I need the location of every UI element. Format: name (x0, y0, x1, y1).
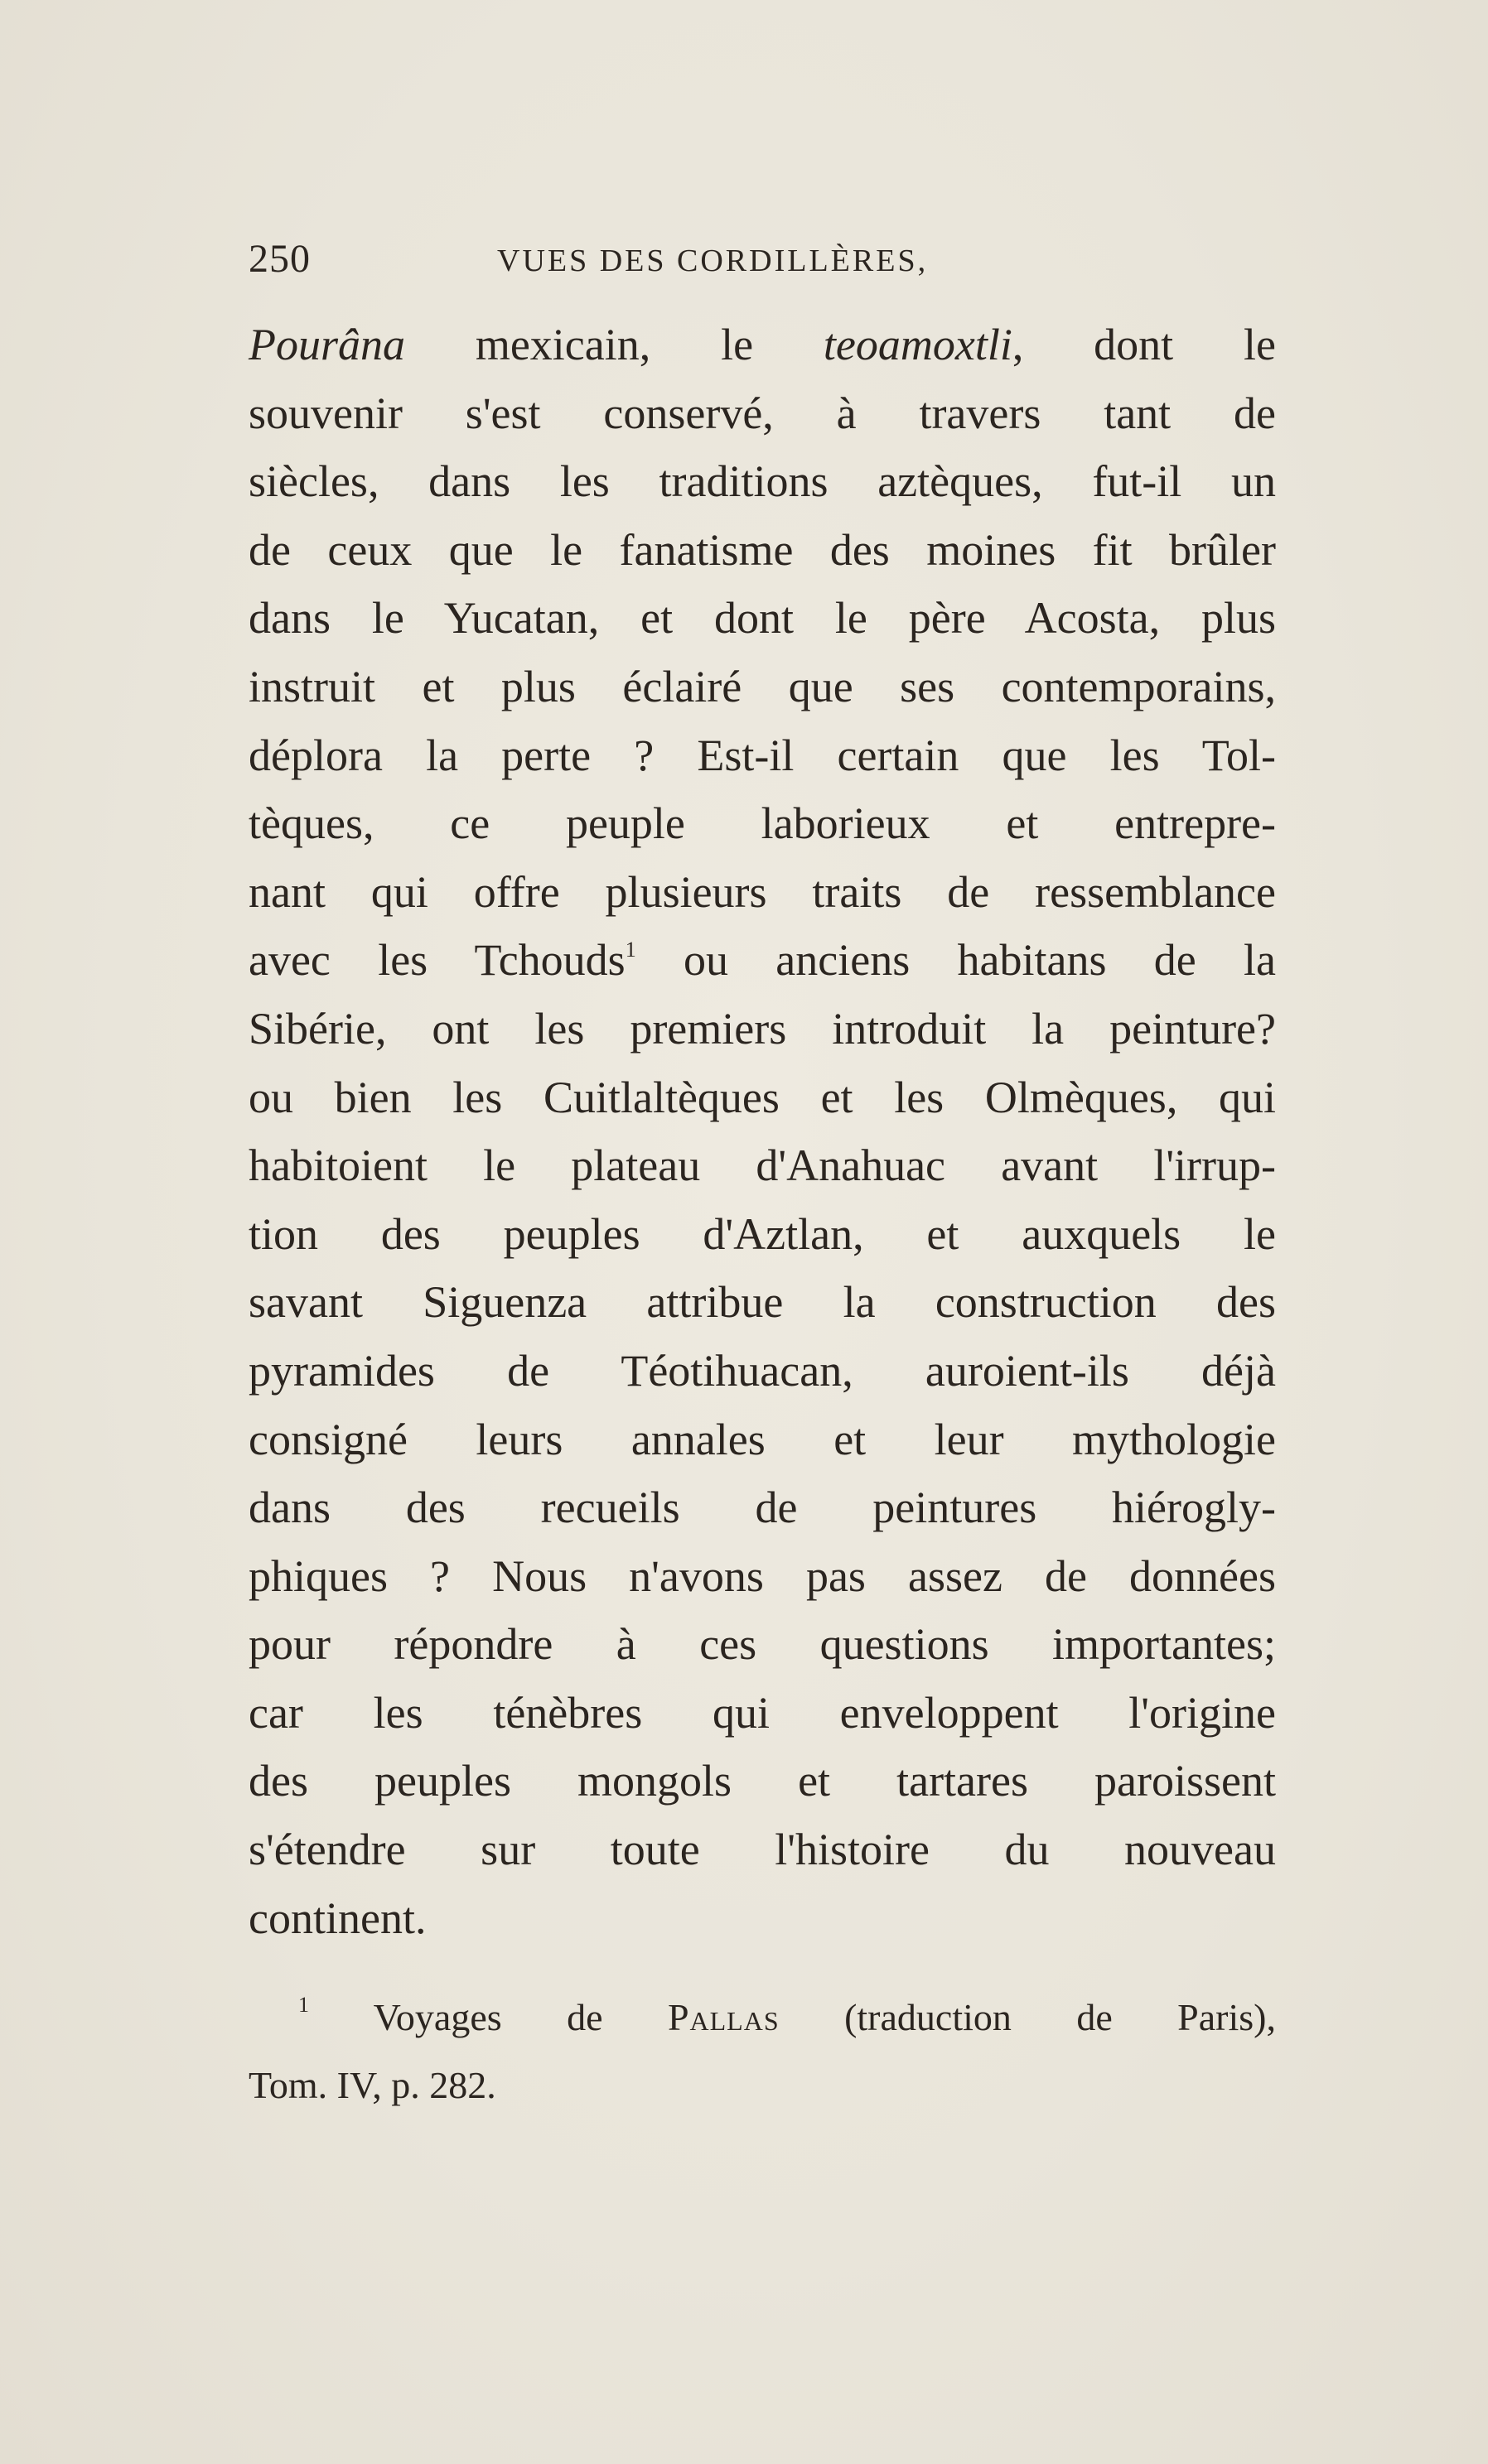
text-line-13: habitoient le plateau d'Anahuac avant l'irrup- (249, 1140, 1276, 1191)
text-line-14: tion des peuples d'Aztlan, et auxquels le (249, 1208, 1276, 1259)
footnote (249, 1984, 1276, 2119)
text-line-20: pour répondre à ces questions importantes; (249, 1619, 1276, 1670)
text-line-15: savant Siguenza attribue la construction des (249, 1277, 1276, 1328)
text-fragment: avec les Tchouds (249, 935, 626, 986)
text-fragment: , dont le (1012, 320, 1276, 369)
footnote-line-2: Tom. IV, p. 282. (249, 2064, 496, 2106)
text-line-9: nant qui offre plusieurs traits de ressemblance (249, 866, 1276, 917)
text-line-24: continent. (249, 1893, 427, 1943)
page-number: 250 (249, 237, 311, 281)
text-line-18: dans des recueils de peintures hiérogly- (249, 1483, 1276, 1533)
text-line-17: consigné leurs annales et leur mythologie (249, 1414, 1276, 1464)
text-line-7: déplora la perte ? Est-il certain que les Tol- (249, 730, 1276, 780)
text-line-21: car les ténèbres qui enveloppent l'origine (249, 1687, 1276, 1738)
footnote-author: Pallas (667, 1996, 780, 2038)
footnote-line-1 (249, 1984, 1276, 2052)
text-line-4: de ceux que le fanatisme des moines fit brûler (249, 524, 1276, 575)
text-line-1 (249, 311, 1276, 379)
text-line-6: instruit et plus éclairé que ses contemporains, (249, 661, 1276, 711)
body-text (249, 311, 1276, 1952)
footnote-reference: 1 (625, 938, 636, 962)
text-line-16: pyramides de Téotihuacan, auroient-ils déjà (249, 1345, 1276, 1396)
footnote-marker: 1 (298, 1993, 309, 2017)
text-fragment: mexicain, le (405, 320, 824, 369)
term-teoamoxtli: teoamoxtli (823, 320, 1012, 369)
text-line-3: siècles, dans les traditions aztèques, fut-il un (249, 456, 1276, 507)
text-line-2: souvenir s'est conservé, à travers tant de (249, 388, 1276, 438)
running-title: VUES DES CORDILLÈRES, (497, 244, 929, 278)
text-fragment: ou anciens habitans de la (635, 935, 1276, 986)
text-line-8: tèques, ce peuple laborieux et entrepre- (249, 798, 1276, 849)
text-line-10 (249, 926, 1276, 995)
footnote-text: (traduction de Paris), (779, 1996, 1276, 2038)
running-head (249, 236, 1292, 294)
text-line-11: Sibérie, ont les premiers introduit la peinture? (249, 1003, 1276, 1054)
text-line-22: des peuples mongols et tartares paroissent (249, 1756, 1276, 1806)
term-pourana: Pourâna (249, 320, 405, 369)
text-line-12: ou bien les Cuitlaltèques et les Olmèques, qui (249, 1072, 1276, 1122)
text-line-19: phiques ? Nous n'avons pas assez de données (249, 1550, 1276, 1601)
text-line-23: s'étendre sur toute l'histoire du nouveau (249, 1825, 1276, 1875)
footnote-text: Voyages de (309, 1996, 668, 2038)
text-line-5: dans le Yucatan, et dont le père Acosta, plus (249, 593, 1276, 644)
